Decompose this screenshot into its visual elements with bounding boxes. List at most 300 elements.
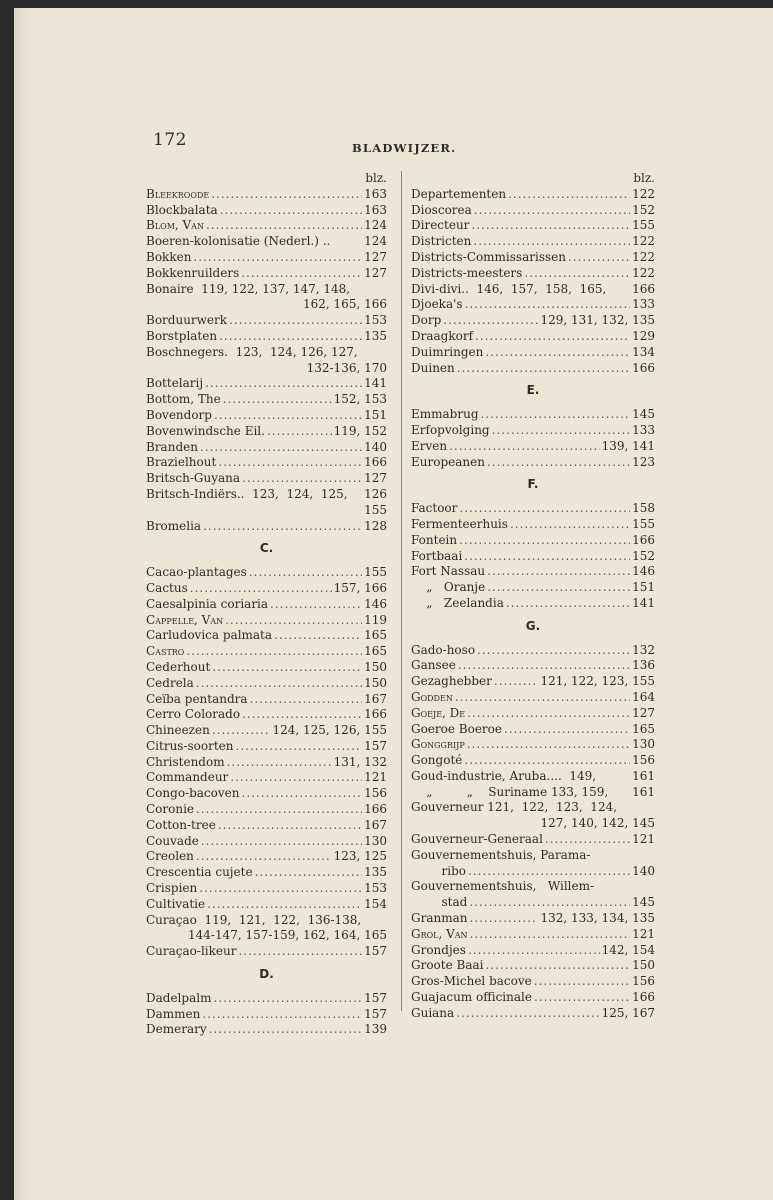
entry-term: Dioscorea — [411, 202, 472, 217]
entry-term: Duimringen — [411, 344, 484, 359]
dot-leader — [250, 692, 363, 708]
index-entry — [411, 706, 655, 722]
entry-term: Curaçao 119, 121, 122, 136-138, — [146, 912, 362, 927]
entry-pages: 158 — [632, 501, 655, 516]
entry-term: Gouvernementshuis, Willem- — [411, 879, 595, 894]
dot-leader — [487, 455, 630, 471]
dot-leader — [218, 818, 362, 834]
entry-pages: 121 — [632, 832, 655, 847]
index-entry — [411, 580, 655, 596]
dot-leader — [475, 329, 630, 345]
dot-leader — [225, 613, 362, 629]
index-entry — [146, 218, 387, 234]
index-entry — [411, 958, 655, 974]
dot-leader — [212, 723, 271, 739]
index-entry — [411, 722, 655, 738]
entry-term: Congo-bacoven — [146, 786, 240, 801]
entry-term: Grondjes — [411, 942, 466, 957]
entry-term: Cacao-plantages — [146, 565, 247, 580]
entry-pages: 166 — [632, 990, 655, 1005]
dot-leader — [510, 517, 630, 533]
index-entry — [146, 187, 387, 203]
index-entry-continuation: 162, 165, 166 — [303, 297, 387, 312]
dot-leader — [455, 690, 630, 706]
entry-pages: 157 — [364, 990, 387, 1005]
index-entry — [146, 424, 387, 440]
index-entry — [411, 187, 655, 203]
index-entry-continuation: 144-147, 157-159, 162, 164, 165 — [188, 928, 387, 943]
dot-leader — [534, 974, 630, 990]
entry-term: Europeanen — [411, 454, 485, 469]
blz-heading: blz. — [365, 171, 387, 185]
entry-pages: 151 — [364, 407, 387, 422]
entry-term: Gros-Michel bacove — [411, 974, 532, 989]
dot-leader — [219, 329, 362, 345]
index-entry-continuation: 155 — [364, 502, 387, 517]
dot-leader — [214, 408, 362, 424]
entry-term: Districts-meesters — [411, 265, 523, 280]
index-entry — [146, 597, 387, 613]
index-entry — [411, 407, 655, 423]
entry-term: Gezaghebber — [411, 674, 492, 689]
index-entry — [146, 613, 387, 629]
entry-pages: 133 — [632, 422, 655, 437]
entry-term: Borduurwerk — [146, 313, 228, 328]
dot-leader — [473, 234, 630, 250]
dot-leader — [467, 737, 630, 753]
dot-leader — [508, 187, 630, 203]
index-entry — [146, 802, 387, 818]
entry-pages: 161 — [632, 768, 655, 783]
index-entry — [411, 864, 655, 880]
entry-pages: 127 — [364, 249, 387, 264]
entry-term: Blockbalata — [146, 202, 218, 217]
entry-term: Fort Nassau — [411, 564, 486, 579]
entry-pages: 130 — [364, 833, 387, 848]
index-entry — [411, 895, 655, 911]
entry-pages: 134 — [632, 344, 655, 359]
entry-term: Goeroe Boeroe — [411, 721, 502, 736]
entry-term: Cactus — [146, 580, 188, 595]
index-entry — [411, 690, 655, 706]
entry-term: Directeur — [411, 218, 470, 233]
entry-pages: 122 — [632, 186, 655, 201]
dot-leader — [464, 753, 630, 769]
entry-pages: 140 — [364, 439, 387, 454]
index-entry — [411, 848, 655, 864]
entry-pages: 166 — [364, 455, 387, 470]
dot-leader — [469, 911, 538, 927]
entry-pages: 150 — [632, 958, 655, 973]
index-entry — [411, 361, 655, 377]
dot-leader — [492, 423, 630, 439]
entry-term: Britsch-Indiërs.. 123, 124, 125, — [146, 486, 348, 501]
entry-pages: 166 — [632, 281, 655, 296]
dot-leader — [238, 944, 362, 960]
entry-pages: 135 — [364, 328, 387, 343]
entry-term: „ Zeelandia — [411, 595, 504, 610]
entry-term: Branden — [146, 439, 198, 454]
entry-term: Granman — [411, 911, 468, 926]
dot-leader — [534, 990, 630, 1006]
dot-leader — [207, 897, 362, 913]
entry-term: Britsch-Guyana — [146, 471, 241, 486]
index-entry — [411, 266, 655, 282]
entry-pages: 150 — [364, 659, 387, 674]
entry-term: ribo — [411, 863, 466, 878]
entry-term: Bleekroode — [146, 186, 210, 201]
section-letter: F. — [527, 477, 539, 492]
entry-term: Ceïba pentandra — [146, 691, 248, 706]
entry-pages: 119 — [364, 612, 387, 627]
entry-term: Gouverneur 121, 122, 123, 124, — [411, 800, 618, 815]
entry-pages: 166 — [632, 532, 655, 547]
entry-term: Dadelpalm — [146, 990, 212, 1005]
index-entry — [146, 660, 387, 676]
dot-leader — [201, 834, 362, 850]
entry-pages: 155 — [364, 565, 387, 580]
dot-leader — [267, 424, 332, 440]
entry-pages: 123, 125 — [333, 849, 387, 864]
entry-pages: 146 — [364, 596, 387, 611]
entry-term: Fermenteerhuis — [411, 516, 508, 531]
entry-pages: 163 — [364, 202, 387, 217]
entry-term: Gado-hoso — [411, 642, 476, 657]
index-entry — [146, 266, 387, 282]
entry-pages: 124 — [364, 234, 387, 249]
section-letter: E. — [526, 383, 540, 398]
index-entry — [411, 990, 655, 1006]
entry-term: Creolen — [146, 849, 194, 864]
index-entry — [146, 581, 387, 597]
entry-term: „ Oranje — [411, 580, 486, 595]
index-entry — [146, 487, 387, 503]
entry-term: Blom, Van — [146, 218, 204, 233]
entry-pages: 157, 166 — [333, 580, 387, 595]
dot-leader — [230, 770, 362, 786]
entry-pages: 132 — [632, 642, 655, 657]
entry-pages: 122 — [632, 249, 655, 264]
entry-term: Christendom — [146, 754, 225, 769]
entry-pages: 130 — [632, 737, 655, 752]
entry-term: Bovenwindsche Eil. — [146, 423, 265, 438]
entry-term: Bottelarij — [146, 376, 204, 391]
dot-leader — [456, 1006, 599, 1022]
dot-leader — [193, 250, 362, 266]
entry-term: Coronie — [146, 802, 195, 817]
index-entry — [411, 674, 655, 690]
entry-term: Guiana — [411, 1005, 455, 1020]
dot-leader — [218, 455, 362, 471]
index-entry — [146, 881, 387, 897]
entry-pages: 155 — [632, 516, 655, 531]
dot-leader — [274, 628, 362, 644]
index-entry — [411, 943, 655, 959]
entry-term: Gouverneur-Generaal — [411, 832, 543, 847]
index-entry — [146, 345, 387, 361]
entry-pages: 156 — [364, 786, 387, 801]
index-entry — [146, 913, 387, 929]
index-entry-continuation: 127, 140, 142, 145 — [540, 816, 655, 831]
entry-term: Djoeka's — [411, 297, 463, 312]
index-entry — [146, 644, 387, 660]
entry-pages: 133 — [632, 297, 655, 312]
index-entry — [411, 737, 655, 753]
column-divider — [401, 171, 402, 1011]
dot-leader — [458, 658, 630, 674]
entry-term: Fortbaai — [411, 548, 463, 563]
entry-term: Goud-industrie, Aruba.... 149, — [411, 768, 597, 783]
index-entry — [146, 313, 387, 329]
entry-pages: 123 — [632, 454, 655, 469]
entry-term: Groote Baai — [411, 958, 484, 973]
blz-heading: blz. — [633, 171, 655, 185]
entry-term: Districten — [411, 234, 472, 249]
dot-leader — [459, 533, 630, 549]
dot-leader — [205, 376, 362, 392]
entry-term: Bromelia — [146, 518, 202, 533]
index-entry — [146, 471, 387, 487]
index-entry — [146, 329, 387, 345]
index-entry — [411, 832, 655, 848]
entry-pages: 127 — [364, 471, 387, 486]
dot-leader — [487, 580, 630, 596]
index-entry — [411, 455, 655, 471]
dot-leader — [236, 739, 363, 755]
entry-term: Dorp — [411, 313, 442, 328]
entry-pages: 167 — [364, 691, 387, 706]
index-entry — [411, 501, 655, 517]
entry-term: Chineezen — [146, 723, 210, 738]
dot-leader — [211, 187, 362, 203]
dot-leader — [465, 297, 631, 313]
entry-pages: 132, 133, 134, 135 — [540, 911, 655, 926]
entry-pages: 152 — [632, 548, 655, 563]
entry-pages: 166 — [632, 360, 655, 375]
index-entry — [411, 517, 655, 533]
index-entry — [411, 564, 655, 580]
index-entry-continuation: 132-136, 170 — [306, 360, 387, 375]
dot-leader — [196, 802, 362, 818]
entry-pages: 121, 122, 123, 155 — [540, 674, 655, 689]
entry-term: Carludovica palmata — [146, 628, 273, 643]
dot-leader — [449, 439, 599, 455]
entry-term: Gansee — [411, 658, 456, 673]
entry-pages: 165 — [364, 628, 387, 643]
dot-leader — [471, 218, 630, 234]
entry-pages: 121 — [364, 770, 387, 785]
index-entry — [146, 1022, 387, 1038]
index-entry — [146, 376, 387, 392]
dot-leader — [474, 203, 630, 219]
index-entry — [411, 658, 655, 674]
index-entry — [146, 897, 387, 913]
index-entry — [146, 723, 387, 739]
dot-leader — [477, 643, 630, 659]
entry-term: Cedrela — [146, 675, 194, 690]
dot-leader — [196, 676, 362, 692]
entry-term: Borstplaten — [146, 328, 218, 343]
index-entry — [146, 250, 387, 266]
index-entry — [146, 818, 387, 834]
index-entry — [411, 533, 655, 549]
entry-term: Crescentia cujete — [146, 865, 253, 880]
entry-term: stad — [411, 895, 468, 910]
dot-leader — [249, 565, 362, 581]
dot-leader — [203, 519, 362, 535]
index-entry — [411, 250, 655, 266]
entry-term: Crispien — [146, 881, 198, 896]
entry-pages: 129 — [632, 328, 655, 343]
entry-term: Cerro Colorado — [146, 707, 241, 722]
dot-leader — [457, 361, 630, 377]
index-column-right — [411, 171, 655, 1022]
dot-leader — [202, 1007, 362, 1023]
entry-term: Erven — [411, 438, 448, 453]
entry-term: Erfopvolging — [411, 422, 490, 437]
index-entry — [146, 944, 387, 960]
entry-pages: 163 — [364, 186, 387, 201]
index-entry — [411, 927, 655, 943]
entry-term: Godden — [411, 689, 453, 704]
entry-term: Bokkenruilders — [146, 265, 240, 280]
book-page — [14, 8, 773, 1200]
entry-pages: 140 — [632, 863, 655, 878]
entry-pages: 121 — [632, 926, 655, 941]
entry-term: Citrus-soorten — [146, 738, 234, 753]
entry-pages: 135 — [364, 865, 387, 880]
entry-pages: 154 — [364, 896, 387, 911]
entry-pages: 156 — [632, 753, 655, 768]
index-entry — [146, 707, 387, 723]
dot-leader — [209, 1022, 362, 1038]
entry-term: Duinen — [411, 360, 455, 375]
index-entry — [146, 755, 387, 771]
index-entry — [146, 865, 387, 881]
dot-leader — [487, 564, 630, 580]
entry-pages: 155 — [632, 218, 655, 233]
index-entry — [411, 549, 655, 565]
entry-pages: 127 — [632, 705, 655, 720]
dot-leader — [459, 501, 630, 517]
dot-leader — [468, 943, 600, 959]
index-entry — [411, 596, 655, 612]
entry-term: Brazielhout — [146, 455, 217, 470]
dot-leader — [485, 345, 630, 361]
entry-pages: 153 — [364, 881, 387, 896]
entry-pages: 165 — [364, 644, 387, 659]
entry-pages: 127 — [364, 265, 387, 280]
entry-pages: 156 — [632, 974, 655, 989]
index-entry — [411, 234, 655, 250]
entry-pages: 152 — [632, 202, 655, 217]
index-entry — [411, 329, 655, 345]
entry-pages: 157 — [364, 944, 387, 959]
dot-leader — [190, 581, 332, 597]
dot-leader — [241, 266, 362, 282]
index-entry — [146, 455, 387, 471]
entry-term: Divi-divi.. 146, 157, 158, 165, — [411, 281, 607, 296]
index-entry — [411, 297, 655, 313]
dot-leader — [212, 660, 362, 676]
entry-term: Grol, Van — [411, 926, 468, 941]
dot-leader — [229, 313, 362, 329]
section-letter: C. — [259, 541, 274, 556]
entry-term: Cultivatie — [146, 896, 206, 911]
index-entry — [146, 282, 387, 298]
entry-pages: 150 — [364, 675, 387, 690]
entry-term: Bonaire 119, 122, 137, 147, 148, — [146, 281, 351, 296]
index-entry — [146, 408, 387, 424]
index-entry — [411, 974, 655, 990]
entry-pages: 151 — [632, 580, 655, 595]
index-entry — [146, 770, 387, 786]
entry-term: Cotton-tree — [146, 817, 216, 832]
index-entry — [146, 392, 387, 408]
entry-pages: 153 — [364, 313, 387, 328]
index-entry — [411, 423, 655, 439]
index-entry — [146, 849, 387, 865]
dot-leader — [255, 865, 363, 881]
dot-leader — [242, 707, 362, 723]
index-entry — [146, 786, 387, 802]
entry-pages: 164 — [632, 689, 655, 704]
entry-pages: 122 — [632, 234, 655, 249]
entry-term: Gouvernementshuis, Parama- — [411, 847, 591, 862]
entry-pages: 152, 153 — [333, 392, 387, 407]
entry-pages: 157 — [364, 738, 387, 753]
index-entry — [146, 628, 387, 644]
index-entry — [146, 440, 387, 456]
index-entry — [146, 565, 387, 581]
entry-pages: 141 — [632, 595, 655, 610]
entry-term: Bottom, The — [146, 392, 221, 407]
entry-pages: 157 — [364, 1006, 387, 1021]
dot-leader — [504, 722, 630, 738]
index-entry — [146, 234, 387, 250]
entry-pages: 139 — [364, 1022, 387, 1037]
entry-pages: 166 — [364, 802, 387, 817]
entry-term: Emmabrug — [411, 407, 479, 422]
entry-pages: 129, 131, 132, 135 — [540, 313, 655, 328]
entry-pages: 125, 167 — [601, 1005, 655, 1020]
entry-pages: 124, 125, 126, 155 — [272, 723, 387, 738]
index-entry — [411, 911, 655, 927]
entry-pages: 141 — [364, 376, 387, 391]
entry-pages: 124 — [364, 218, 387, 233]
dot-leader — [494, 674, 539, 690]
dot-leader — [242, 471, 362, 487]
dot-leader — [220, 203, 362, 219]
section-letter: G. — [525, 618, 541, 633]
dot-leader — [200, 440, 362, 456]
index-entry — [411, 218, 655, 234]
entry-term: Caesalpinia coriaria — [146, 596, 269, 611]
dot-leader — [443, 313, 538, 329]
entry-pages: 136 — [632, 658, 655, 673]
entry-term: Boeren-kolonisatie (Nederl.) .. — [146, 234, 331, 249]
entry-pages: 166 — [364, 707, 387, 722]
entry-pages: 139, 141 — [601, 438, 655, 453]
section-letter: D. — [259, 967, 274, 982]
index-entry — [146, 1007, 387, 1023]
dot-leader — [467, 706, 630, 722]
dot-leader — [270, 597, 362, 613]
dot-leader — [227, 755, 332, 771]
entry-pages: 161 — [632, 784, 655, 799]
entry-term: Factoor — [411, 501, 458, 516]
entry-pages: 145 — [632, 895, 655, 910]
